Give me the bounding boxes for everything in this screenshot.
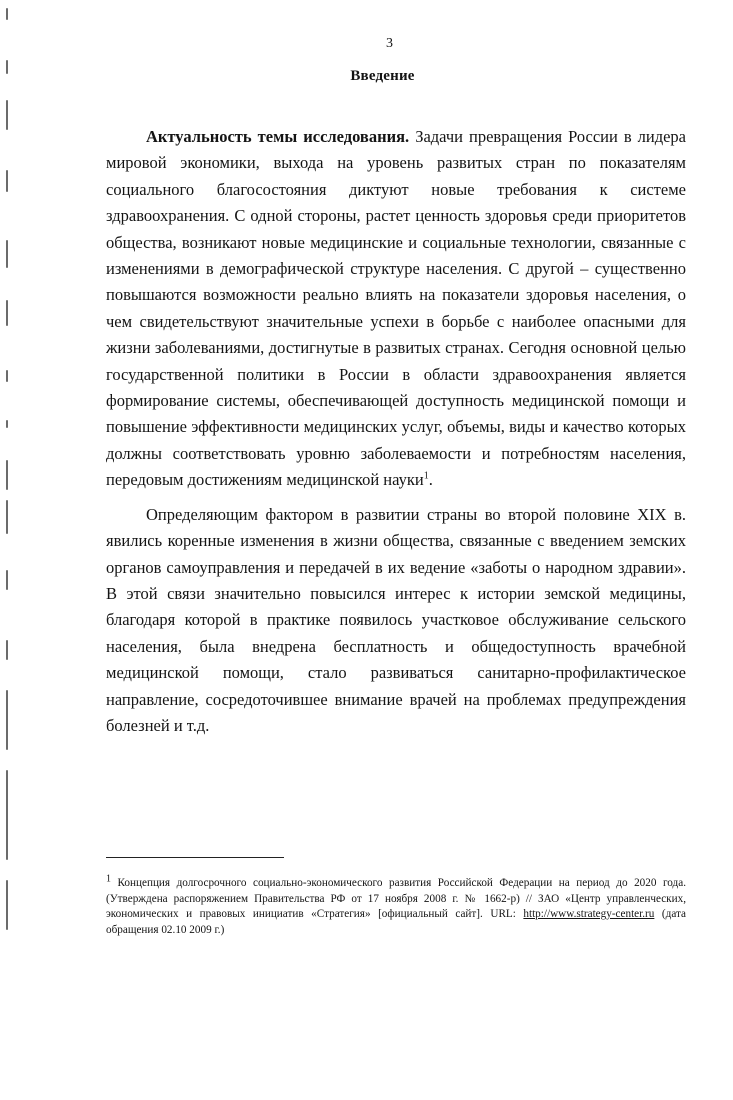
scan-mark [6,420,8,428]
scan-margin-marks [0,0,20,1100]
footnote-reference[interactable]: 1 [423,470,429,482]
scan-mark [6,770,8,860]
scan-mark [6,100,8,130]
scan-mark [6,460,8,490]
footnote-tail: (дата обращения 02.10 2009 г.) [106,908,686,936]
paragraph-lead: Актуальность темы исследования. [146,127,410,146]
scan-mark [6,370,8,382]
paragraph-text: Определяющим фактором в развитии страны во второй половине XIX в. явились коренные изменения в жизни общества, связанные с введением земских органов самоуправления и передачей в их ведение «заботы о народном здравии». В этой связи значительно повысился интерес к истории земской медицины, благодаря которой в практике появилось участковое обслуживание сельского населения, была внедрена бесплатность и общедоступность врачебной медицинской помощи, стало развиваться санитарно-профилактическое направление, сосредоточившее внимание врачей на проблемах предупреждения болезней и т.д. [106,504,686,735]
scan-mark [6,240,8,268]
footnote-number: 1 [106,873,111,885]
footnote-divider [106,857,284,858]
paragraph-history [106,502,686,740]
scan-mark [6,690,8,750]
page-number: 3 [386,36,393,51]
scan-mark [6,880,8,930]
section-heading-text: Введение [350,68,415,84]
footnote [106,873,686,938]
footnote-text: Концепция долгосрочного социально-экономического развития Российской Федерации на период до 2020 года. (Утверждена распоряжением Правительства РФ от 17 ноября 2008 г. № 1662-р) // ЗАО «Центр управленческих, экономических и правовых инициатив «Стратегия» [официальный сайт]. URL: [106,877,686,920]
scan-mark [6,640,8,660]
paragraph-text: Задачи превращения России в лидера мировой экономики, выхода на уровень развитых стран по показателям социального благосостояния диктуют новые требования к системе здравоохранения. С одной стороны, растет ценность здоровья среди приоритетов общества, возникают новые медицинские и социальные технологии, связанные с изменениями в демографической структуре населения. С другой – существенно повышаются возможности реально влиять на показатели здоровья населения, о чем свидетельствуют значительные успехи в борьбе с наиболее опасными для жизни заболеваниями, достигнутые в развитых странах. Сегодня основной целью государственной политики в России в области здравоохранения является формирование системы, обеспечивающей доступность медицинской помощи и повышение эффективности медицинских услуг, объемы, виды и качество которых должны соответствовать уровню заболеваемости и потребностям населения, передовым достижениям медицинской науки [106,127,687,490]
footnote-link[interactable]: http://www.strategy-center.ru [523,908,655,920]
scan-mark [6,170,8,192]
paragraph-relevance: Актуальность темы исследования. Задачи превращения России в лидера мировой экономики, выхода на уровень развитых стран по показателям социального благосостояния диктуют новые требования к системе здравоохранения. С одной стороны, растет ценность здоровья среди приоритетов общества, возникают новые медицинские и социальные технологии, связанные с изменениями в демографической структуре населения. С другой – существенно повышаются возможности реально влиять на показатели здоровья населения, о чем свидетельствуют значительные успехи в борьбе с наиболее опасными для жизни заболеваниями, достигнутые в развитых странах. Сегодня основной целью государственной политики в России в области здравоохранения является формирование системы, обеспечивающей доступность медицинской помощи и повышение эффективности медицинских услуг, объемы, виды и качество которых должны соответствовать уровню заболеваемости и потребностям населения, передовым достижениям медицинской науки$^1$. [106,127,687,490]
section-heading [0,68,733,85]
scan-mark [6,300,8,326]
scan-mark [6,570,8,590]
scan-mark [6,500,8,534]
scan-mark [6,8,8,20]
body-text [106,124,686,739]
